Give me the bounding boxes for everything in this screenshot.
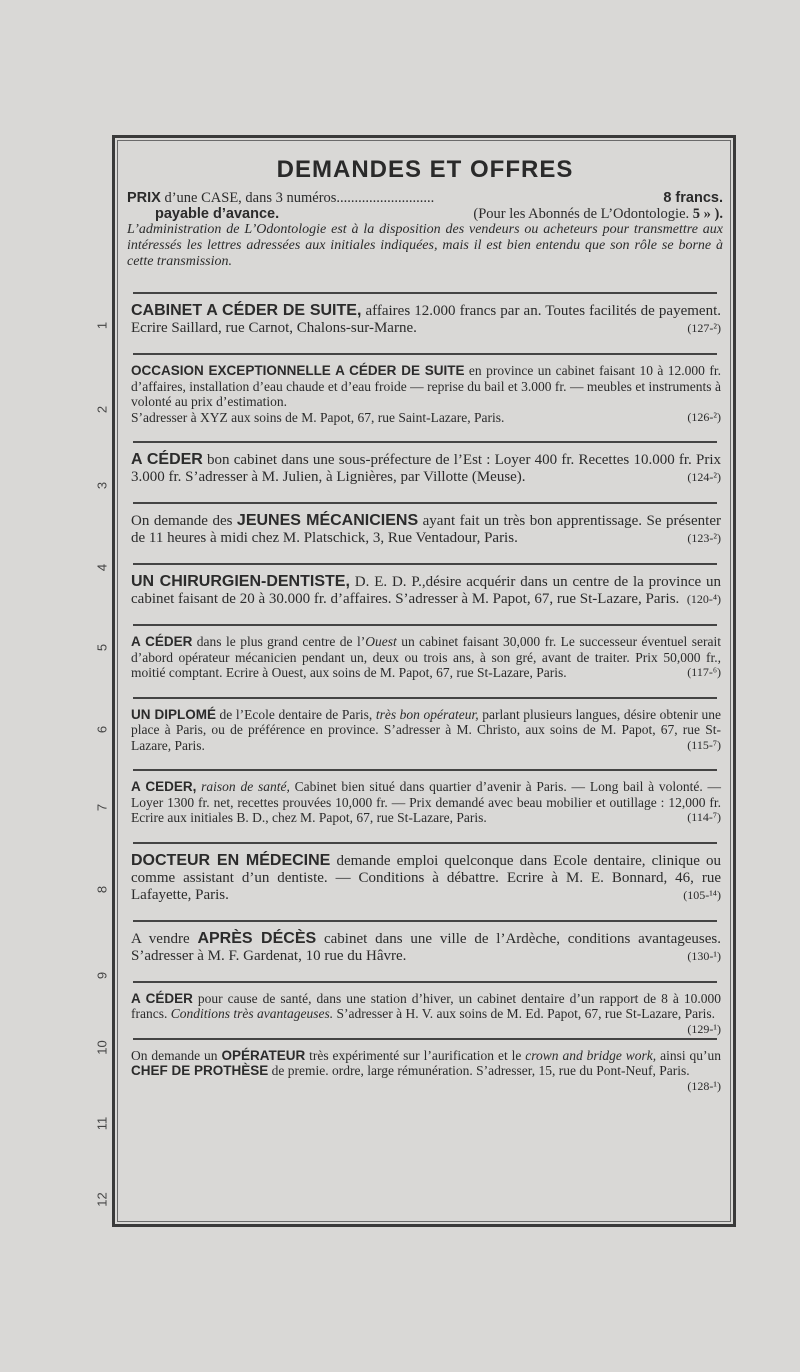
ad-text: D. E. D. P.,désire acquérir dans un centre de la province un cabinet faisant de 20 à 30.000 fr. d’affaires. S’adresser à M. Papot, 67, rue St-Lazare, Paris. <box>131 574 721 607</box>
ad-entry <box>123 990 727 1036</box>
ad-italic: raison de santé, <box>196 779 290 794</box>
ads-list <box>123 292 727 1093</box>
price-line <box>127 190 434 206</box>
ad-lead: A CÉDER <box>131 451 203 468</box>
ad-lead-pre: On demande un <box>131 1047 222 1063</box>
ad-lead: OCCASION EXCEPTIONNELLE A CÉDER DE SUITE <box>131 363 465 378</box>
ad-text: bon cabinet dans une sous-préfecture de l’Est : Loyer 400 fr. Recettes 10.000 fr. Prix 3.000 fr. S’adresser à M. Julien, à Lignières, par Villotte (Meuse). <box>131 452 721 485</box>
ad-lead: A CÉDER <box>131 990 193 1006</box>
ad-lead: UN CHIRURGIEN-DENTISTE, <box>131 573 350 590</box>
margin-number: 6 <box>94 725 110 734</box>
margin-number: 12 <box>94 1192 110 1207</box>
ad-text-b: parlant plusieurs langues, désire obtenir une place à Paris, ou de préférence en province. S’adresser à M. Christo, aux soins de M. Papot, 67, rue St-Lazare, Paris. <box>131 706 721 753</box>
ad-entry <box>123 852 727 904</box>
ad-lead: JEUNES MÉCANICIENS <box>236 512 419 529</box>
ad-divider <box>133 981 717 983</box>
ad-entry <box>123 779 727 826</box>
margin-number: 3 <box>94 481 110 490</box>
abonnes-value: 5 » ). <box>692 206 723 222</box>
ad-entry <box>123 634 727 681</box>
price-label: PRIX <box>127 190 161 206</box>
ad-text-c: de premie. ordre, large rémunération. S’adresser, 15, rue du Pont-Neuf, Paris. <box>268 1063 690 1078</box>
ad-reference: (117-⁶) <box>687 665 721 679</box>
margin-number: 9 <box>94 971 110 980</box>
ad-lead: A CEDER, <box>131 779 197 794</box>
ad-divider <box>133 920 717 922</box>
ad-italic: Ouest <box>365 634 397 649</box>
margin-number: 5 <box>94 643 110 652</box>
ad-entry <box>123 302 727 337</box>
ad-divider <box>133 624 717 626</box>
ad-reference: (124-²) <box>687 470 721 484</box>
ad-text: ayant fait un très bon apprentissage. Se présenter de 11 heures à midi chez M. Platschick, 3, Rue Ventadour, Paris. <box>131 513 721 546</box>
admin-note: L’administration de L’Odontologie est à la disposition des vendeurs ou acheteurs pour transmettre aux intéressés les lettres adressées aux initiales indiquées, mais il est bien entendu que son rôle se borne à cette transmission. <box>127 222 723 269</box>
ad-text: très expérimenté sur l’aurification et le <box>305 1047 526 1063</box>
ad-reference: (128-¹) <box>687 1078 721 1093</box>
ad-entry <box>123 573 727 608</box>
ad-divider <box>133 441 717 443</box>
ad-reference: (105-¹⁴) <box>683 887 721 902</box>
ad-reference: (130-¹) <box>687 948 721 963</box>
ad-text-2: S’adresser à XYZ aux soins de M. Papot, 67, rue Saint-Lazare, Paris. <box>131 409 505 425</box>
ad-divider <box>133 697 717 699</box>
ad-lead: UN DIPLOMÉ <box>131 706 216 722</box>
abonnes-line <box>473 206 723 222</box>
margin-number: 8 <box>94 885 110 894</box>
ad-text: affaires 12.000 francs par an. Toutes facilités de payement. Ecrire Saillard, rue Carnot, Chalons-sur-Marne. <box>131 303 721 336</box>
ad-divider <box>133 292 717 294</box>
abonnes-text: (Pour les Abonnés de L’Odontologie. <box>473 206 690 222</box>
ad-lead: A CÉDER <box>131 634 193 649</box>
ad-italic: crown and bridge work, <box>525 1047 657 1063</box>
ad-italic: très bon opérateur, <box>375 706 479 722</box>
ad-text: cabinet dans une ville de l’Ardèche, conditions avantageuses. S’adresser à M. F. Gardenat, 10 rue du Hâvre. <box>131 930 721 964</box>
ad-divider <box>133 769 717 771</box>
ad-text-b: S’adresser à H. V. aux soins de M. Ed. Papot, 67, rue St-Lazare, Paris. <box>333 1006 716 1021</box>
ad-lead-pre: On demande des <box>131 513 237 529</box>
ad-divider <box>133 353 717 355</box>
margin-number: 4 <box>94 563 110 572</box>
ad-divider <box>133 563 717 565</box>
ad-text-b: ainsi qu’un <box>656 1047 721 1063</box>
margin-number: 11 <box>94 1116 110 1131</box>
ad-reference: (127-²) <box>687 321 721 335</box>
ad-reference: (129-¹) <box>687 1021 721 1036</box>
ad-entry <box>123 930 727 965</box>
ad-frame <box>112 135 736 1227</box>
ad-text: de l’Ecole dentaire de Paris, <box>215 706 376 722</box>
page-title: DEMANDES ET OFFRES <box>276 156 574 183</box>
ad-entry <box>123 363 727 425</box>
ad-text: pour cause de santé, dans une station d’hiver, un cabinet dentaire d’un rapport de 8 à 10.000 francs. <box>131 990 721 1021</box>
price-info <box>123 190 727 222</box>
ad-text: demande emploi quelconque dans Ecole dentaire, clinique ou comme assistant d’un dentiste. — Conditions à débattre. Ecrire à M. E. Bonnard, 46, rue Lafayette, Paris. <box>131 852 721 903</box>
ad-divider <box>133 842 717 844</box>
ad-entry <box>123 707 727 754</box>
ad-reference: (120-⁴) <box>686 592 721 606</box>
ad-lead: DOCTEUR EN MÉDECINE <box>131 851 331 869</box>
ad-reference: (114-⁷) <box>687 810 721 824</box>
ad-entry <box>123 512 727 547</box>
ad-divider <box>133 1038 717 1040</box>
ad-entry <box>123 1047 727 1093</box>
ad-text: en province un cabinet faisant 10 à 12.000 fr. d’affaires, installation d’eau chaude et d’eau froide — reprise du bail et 3.000 fr. — meubles et instruments à volonté au prix d’estimation. <box>131 363 721 409</box>
ad-lead-2: CHEF DE PROTHÈSE <box>131 1063 269 1078</box>
margin-number: 7 <box>94 803 110 812</box>
margin-number: 1 <box>94 321 110 330</box>
ad-reference: (115-⁷) <box>687 737 721 752</box>
ad-divider <box>133 502 717 504</box>
payable-text: payable d’avance. <box>155 206 280 222</box>
ad-text: dans le plus grand centre de l’ <box>192 634 366 649</box>
margin-number: 10 <box>94 1040 110 1055</box>
ad-italic: Conditions très avantageuses. <box>170 1006 334 1021</box>
ad-reference: (126-²) <box>687 409 721 424</box>
ad-reference: (123-²) <box>687 531 721 545</box>
price-text: d’une CASE, dans 3 numéros........................... <box>160 190 435 206</box>
ad-lead: APRÈS DÉCÈS <box>197 929 317 947</box>
ad-lead: CABINET A CÉDER DE SUITE, <box>131 302 362 319</box>
ad-lead-pre: A vendre <box>131 930 198 947</box>
ad-entry <box>123 451 727 486</box>
margin-number: 2 <box>94 405 110 414</box>
ad-text-b: un cabinet faisant 30,000 fr. Le successeur éventuel serait d’abord opérateur mécanicien pendant un, deux ou trois ans, à son gré, avant de traiter. Prix 50,000 fr., moitié comptant. Ecrire à Ouest, aux soins de M. Papot, 67, rue St-Lazare, Paris. <box>131 634 721 680</box>
ad-text: Cabinet bien situé dans quartier d’avenir à Paris. — Long bail à volonté. — Loyer 1300 fr. net, recettes prouvées 10,000 fr. — Prix demandé avec beau mobilier et outillage : 12,000 fr. Ecrire aux initiales B. D., chez M. Papot, 67, rue St-Lazare, Paris. <box>131 779 721 825</box>
ad-lead: OPÉRATEUR <box>221 1047 306 1063</box>
price-value: 8 francs. <box>663 190 723 206</box>
